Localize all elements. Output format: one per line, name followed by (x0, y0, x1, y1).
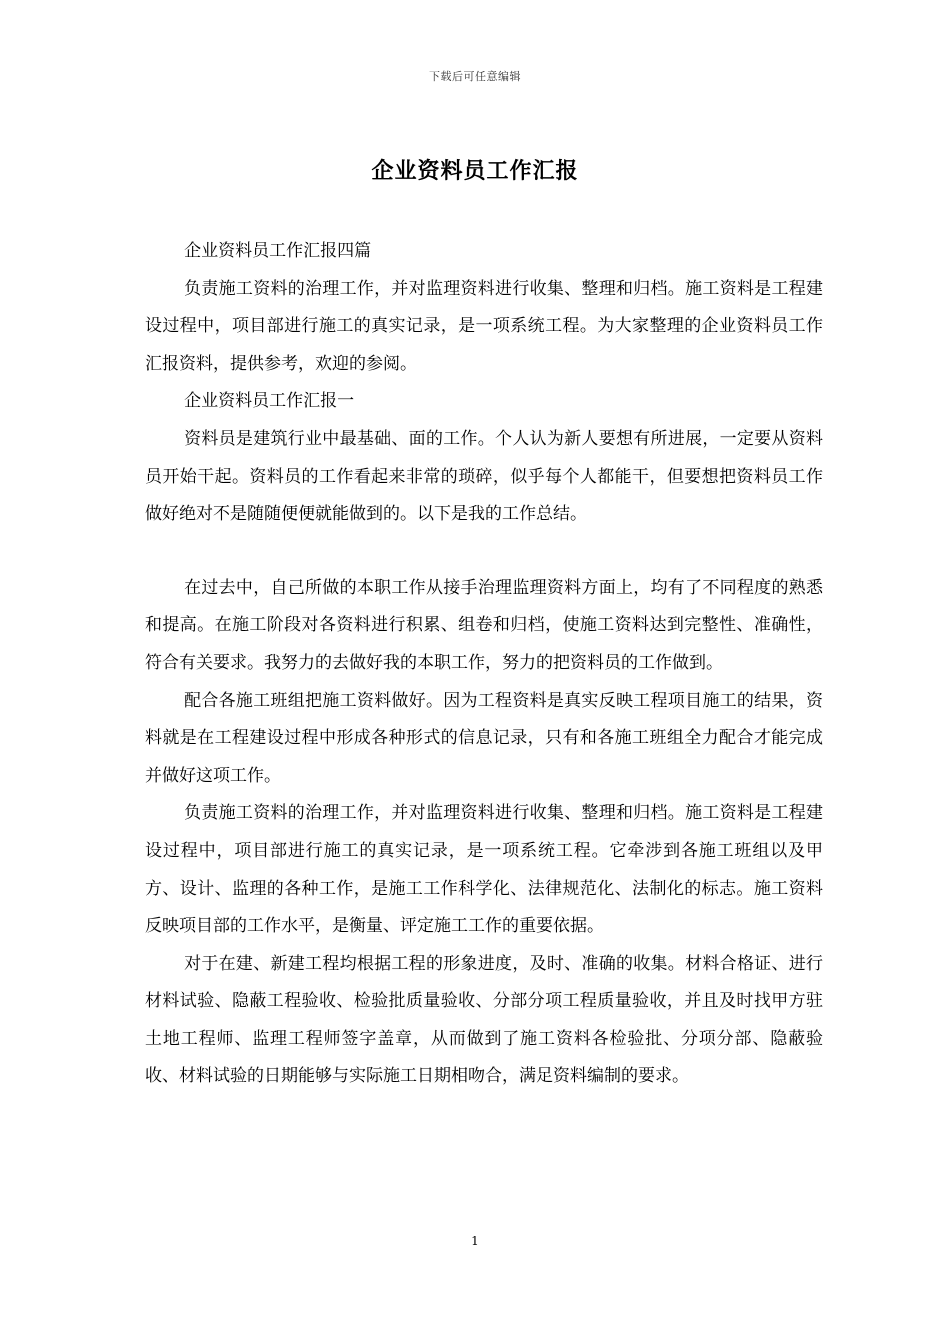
header-note: 下载后可任意编辑 (429, 70, 521, 83)
page-number: 1 (471, 1234, 479, 1248)
document-body (145, 233, 823, 1096)
paragraph-1: 企业资料员工作汇报四篇 (184, 241, 372, 261)
paragraph-5: 在过去中，自己所做的本职工作从接手治理监理资料方面上，均有了不同程度的熟悉和提高。在施工阶段对各资料进行积累、组卷和归档，使施工资料达到完整性、准确性，符合有关要求。我努力的去做好我的本职工作，努力的把资料员的工作做到。 (145, 577, 823, 673)
paragraph-7: 负责施工资料的治理工作，并对监理资料进行收集、整理和归档。施工资料是工程建设过程中，项目部进行施工的真实记录，是一项系统工程。它牵涉到各施工班组以及甲方、设计、监理的各种工作，是施工工作科学化、法律规范化、法制化的标志。施工资料反映项目部的工作水平，是衡量、评定施工工作的重要依据。 (145, 803, 823, 937)
document-title: 企业资料员工作汇报 (371, 158, 579, 184)
paragraph-3: 企业资料员工作汇报一 (184, 391, 355, 412)
paragraph-6: 配合各施工班组把施工资料做好。因为工程资料是真实反映工程项目施工的结果，资料就是在工程建设过程中形成各种形式的信息记录，只有和各施工班组全力配合才能完成并做好这项工作。 (145, 690, 823, 786)
paragraph-8: 对于在建、新建工程均根据工程的形象进度，及时、准确的收集。材料合格证、进行材料试验、隐蔽工程验收、检验批质量验收、分部分项工程质量验收，并且及时找甲方驻土地工程师、监理工程师签字盖章，从而做到了施工资料各检验批、分项分部、隐蔽验收、材料试验的日期能够与实际施工日期相吻合，满足资料编制的要求。 (145, 953, 823, 1087)
paragraph-2: 负责施工资料的治理工作，并对监理资料进行收集、整理和归档。施工资料是工程建设过程中，项目部进行施工的真实记录，是一项系统工程。为大家整理的企业资料员工作汇报资料，提供参考，欢迎的参阅。 (145, 278, 823, 374)
paragraph-4: 资料员是建筑行业中最基础、面的工作。个人认为新人要想有所进展，一定要从资料员开始干起。资料员的工作看起来非常的琐碎，似乎每个人都能干，但要想把资料员工作做好绝对不是随随便便就能做到的。以下是我的工作总结。 (145, 428, 823, 525)
